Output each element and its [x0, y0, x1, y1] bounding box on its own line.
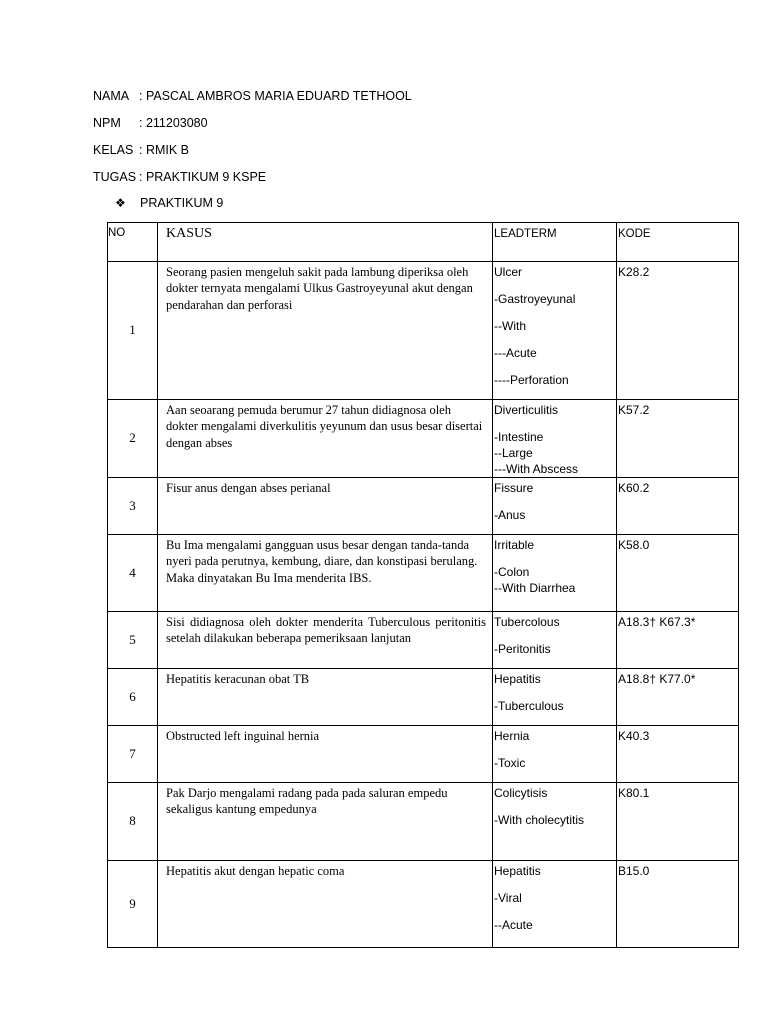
- case-description: Obstructed left inguinal hernia: [158, 726, 493, 783]
- case-description: Pak Darjo mengalami radang pada pada saluran empedu sekaligus kantung empedunya: [158, 783, 493, 861]
- leadterm-line: Hernia: [494, 729, 530, 743]
- row-number: 5: [108, 612, 158, 669]
- leadterm-line: Fissure: [494, 481, 534, 495]
- row-number: 1: [108, 262, 158, 400]
- leadterm-cell: [493, 783, 617, 861]
- leadterm-cell: [493, 612, 617, 669]
- icd-code: B15.0: [617, 861, 739, 948]
- leadterm-line: Tubercolous: [494, 615, 560, 629]
- leadterm-line: ---With Abscess: [494, 462, 579, 476]
- kelas-line: [93, 143, 189, 157]
- leadterm-line: -Gastroyeyunal: [494, 292, 576, 306]
- leadterm-cell: [493, 478, 617, 535]
- header-leadterm: LEADTERM: [493, 223, 617, 262]
- leadterm-cell: [493, 535, 617, 612]
- section-title: PRAKTIKUM 9: [140, 196, 224, 210]
- section-heading: [115, 196, 223, 210]
- table-row: [108, 612, 739, 669]
- leadterm-line: -Peritonitis: [494, 642, 551, 656]
- row-number: 6: [108, 669, 158, 726]
- leadterm-line: -With cholecytitis: [494, 813, 585, 827]
- leadterm-line: --Large: [494, 446, 533, 460]
- row-number: 2: [108, 400, 158, 478]
- leadterm-line: -Colon: [494, 565, 530, 579]
- leadterm-line: ----Perforation: [494, 373, 569, 387]
- icd-code: A18.8† K77.0*: [617, 669, 739, 726]
- table-row: [108, 783, 739, 861]
- leadterm-line: Hepatitis: [494, 864, 541, 878]
- leadterm-cell: [493, 726, 617, 783]
- icd-code: K80.1: [617, 783, 739, 861]
- nama-value: : PASCAL AMBROS MARIA EDUARD TETHOOL: [139, 89, 412, 103]
- leadterm-line: Colicytisis: [494, 786, 548, 800]
- icd-code: K28.2: [617, 262, 739, 400]
- table-row: [108, 400, 739, 478]
- table-row: [108, 262, 739, 400]
- icd-code: K40.3: [617, 726, 739, 783]
- icd-code: K58.0: [617, 535, 739, 612]
- case-description: Bu Ima mengalami gangguan usus besar dengan tanda-tanda nyeri pada perutnya, kembung, diare, dan konstipasi berulang. Maka dinyatakan Bu Ima menderita IBS.: [158, 535, 493, 612]
- table-row: [108, 726, 739, 783]
- icd-code: A18.3† K67.3*: [617, 612, 739, 669]
- leadterm-line: --Acute: [494, 918, 533, 932]
- kelas-value: : RMIK B: [139, 143, 190, 157]
- case-description: Aan seoarang pemuda berumur 27 tahun didiagnosa oleh dokter mengalami diverkulitis yeyunum dan usus besar disertai dengan abses: [158, 400, 493, 478]
- header-kasus: KASUS: [158, 223, 493, 262]
- leadterm-line: Irritable: [494, 538, 535, 552]
- case-description: Hepatitis keracunan obat TB: [158, 669, 493, 726]
- diamond-bullet-icon: ❖: [115, 196, 126, 210]
- row-number: 9: [108, 861, 158, 948]
- leadterm-line: -Toxic: [494, 756, 526, 770]
- tugas-line: [93, 170, 266, 184]
- leadterm-line: --With Diarrhea: [494, 581, 576, 595]
- leadterm-line: ---Acute: [494, 346, 537, 360]
- case-description: Hepatitis akut dengan hepatic coma: [158, 861, 493, 948]
- case-description: Seorang pasien mengeluh sakit pada lambung diperiksa oleh dokter ternyata mengalami Ulkus Gastroyeyunal akut dengan pendarahan dan perforasi: [158, 262, 493, 400]
- nama-line: [93, 89, 412, 103]
- leadterm-line: Ulcer: [494, 265, 523, 279]
- kelas-label: KELAS: [93, 143, 134, 157]
- table-row: [108, 478, 739, 535]
- row-number: 7: [108, 726, 158, 783]
- table-row: [108, 535, 739, 612]
- table-header-row: [108, 223, 739, 262]
- header-kode: KODE: [617, 223, 739, 262]
- npm-label: NPM: [93, 116, 121, 130]
- case-description: Fisur anus dengan abses perianal: [158, 478, 493, 535]
- leadterm-line: Hepatitis: [494, 672, 541, 686]
- header-no: NO: [108, 223, 158, 262]
- leadterm-line: -Anus: [494, 508, 526, 522]
- table-row: [108, 669, 739, 726]
- nama-label: NAMA: [93, 89, 130, 103]
- icd-coding-table: [107, 222, 739, 948]
- leadterm-cell: [493, 262, 617, 400]
- tugas-label: TUGAS: [93, 170, 137, 184]
- leadterm-line: -Viral: [494, 891, 522, 905]
- leadterm-cell: [493, 669, 617, 726]
- case-description: Sisi didiagnosa oleh dokter menderita Tuberculous peritonitis setelah dilakukan beberapa pemeriksaan lanjutan: [158, 612, 493, 669]
- leadterm-line: Diverticulitis: [494, 403, 559, 417]
- npm-value: : 211203080: [139, 116, 208, 130]
- row-number: 3: [108, 478, 158, 535]
- icd-code: K60.2: [617, 478, 739, 535]
- row-number: 8: [108, 783, 158, 861]
- leadterm-cell: [493, 400, 617, 478]
- leadterm-line: -Intestine: [494, 430, 544, 444]
- row-number: 4: [108, 535, 158, 612]
- npm-line: [93, 116, 208, 130]
- leadterm-line: -Tuberculous: [494, 699, 564, 713]
- tugas-value: : PRAKTIKUM 9 KSPE: [139, 170, 267, 184]
- leadterm-line: --With: [494, 319, 526, 333]
- icd-code: K57.2: [617, 400, 739, 478]
- table-row: [108, 861, 739, 948]
- leadterm-cell: [493, 861, 617, 948]
